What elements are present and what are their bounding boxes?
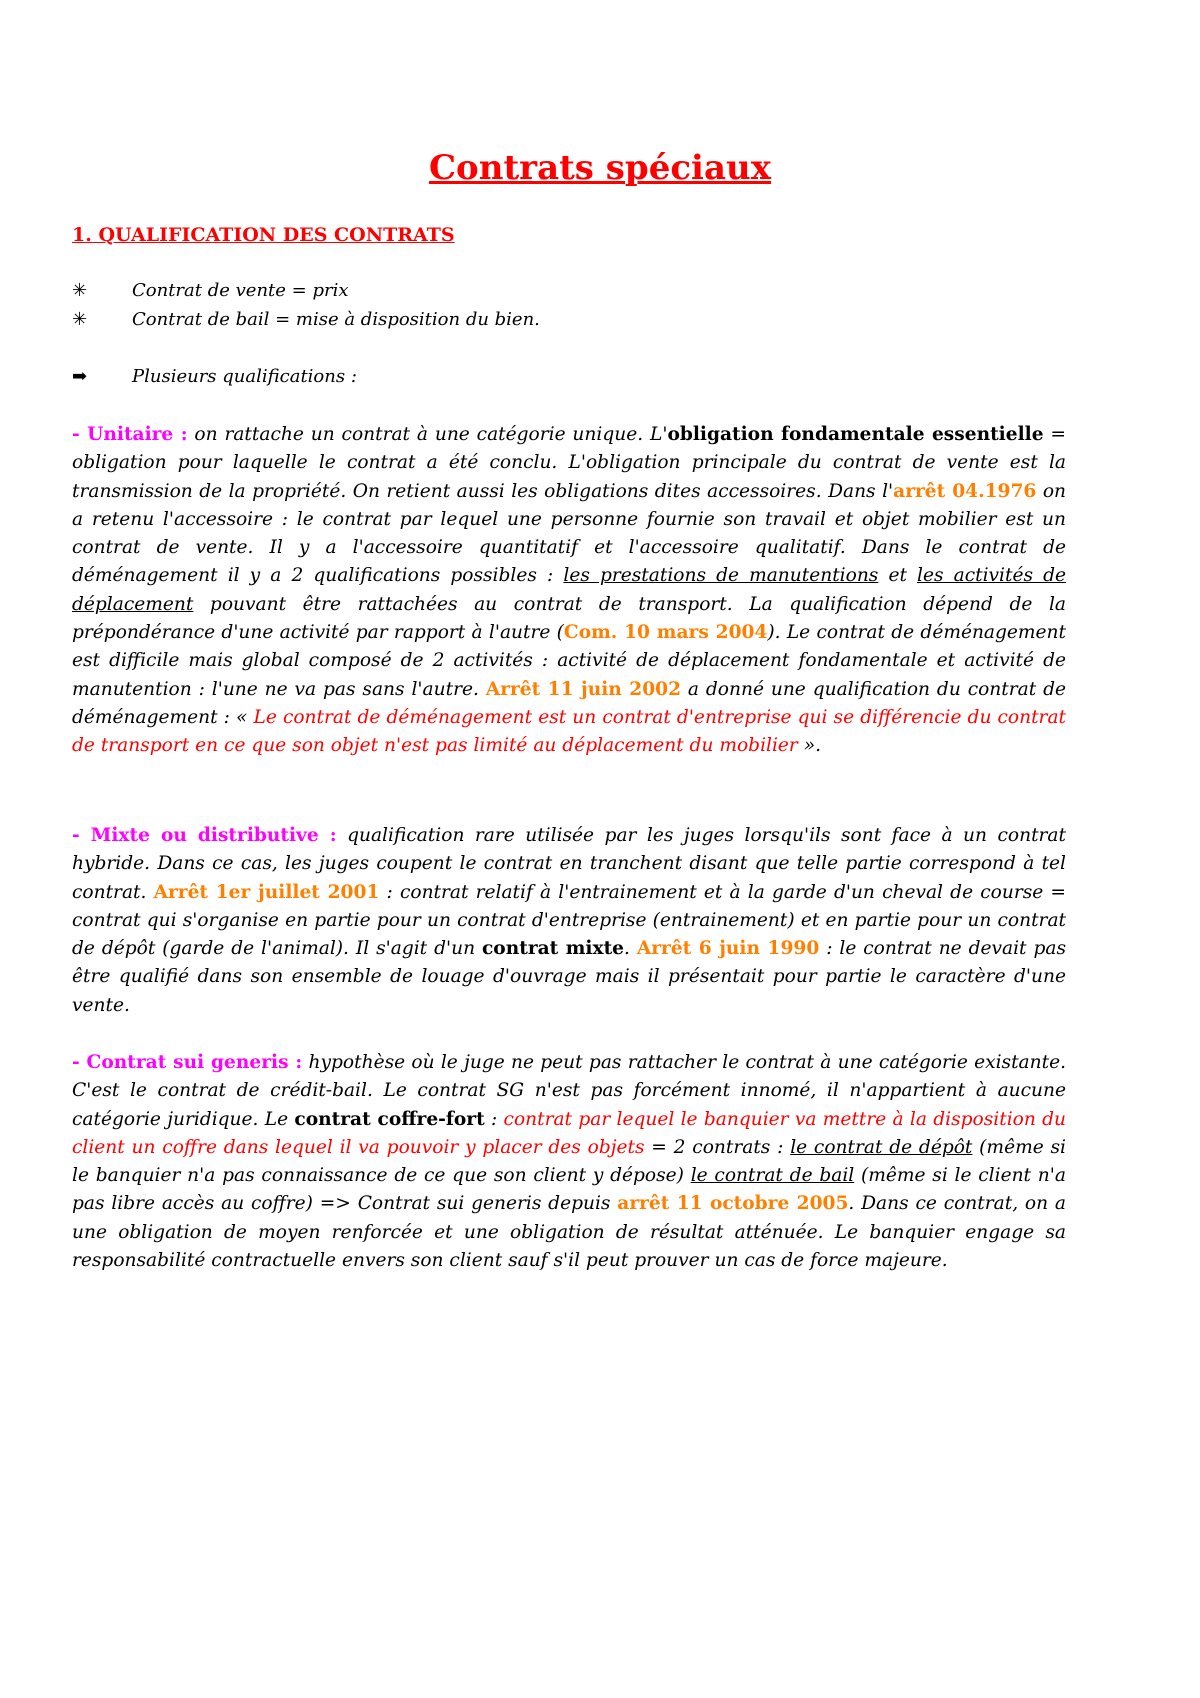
- text: pouvant être rattachées au contrat de transport. La qualification dépend de la prépondérance d'une activité par rapport à l'autre (: [72, 593, 1066, 644]
- text: :: [484, 1108, 504, 1130]
- text: = obligation pour laquelle le contrat a été conclu. L'obligation principale du contrat de vente est la transmission de la propriété. On retient aussi les obligations dites accessoires. Dans l': [72, 424, 1066, 502]
- text: : contrat relatif à l'entrainement et à la garde d'un cheval de course = contrat qui s'organise en partie pour un contrat d'entreprise (entrainement) et en partie pour un contrat de dépôt (garde de l'animal). Il s'agit d'un: [72, 881, 1066, 960]
- bold-term: obligation fondamentale essentielle: [667, 424, 1044, 445]
- paragraph-unitaire: [72, 421, 1066, 761]
- quote-text: contrat par lequel le banquier va mettre à la disposition du client un coffre dans lequel il va pouvoir y placer des objets: [72, 1108, 1066, 1158]
- paragraph-sui-generis: [72, 1049, 1066, 1275]
- bold-term: contrat mixte: [481, 938, 624, 960]
- underlined-term: les activités de déplacement: [72, 565, 1066, 615]
- arrow-right-icon: ➡: [72, 366, 88, 387]
- case-reference: Arrêt 1er juillet 2001: [153, 881, 380, 903]
- text: hypothèse où le juge ne peut pas rattacher le contrat à une catégorie existante. C'est le contrat de crédit-bail. Le contrat SG n'est pas forcément innomé, il n'appartient à aucune catégorie juridique. Le: [72, 1052, 1066, 1130]
- text: ). Le contrat de déménagement est difficile mais global composé de 2 activités : activité de déplacement fondamentale et activité de manutention : l'une ne va pas sans l'autre.: [72, 622, 1067, 700]
- text: qualification rare utilisée par les juges lorsqu'ils sont face à un contrat hybride. Dans ce cas, les juges coupent le contrat en tranchent disant que telle partie correspond à tel contrat.: [72, 825, 1066, 903]
- bullet-item: [72, 278, 348, 304]
- label-sui-generis: - Contrat sui generis :: [72, 1052, 303, 1073]
- case-reference: Arrêt 6 juin 1990: [636, 938, 820, 960]
- case-reference: Com. 10 mars 2004: [563, 622, 768, 644]
- text: on rattache un contrat à une catégorie unique. L': [187, 424, 668, 445]
- text: (même si le client n'a pas libre accès au coffre) => Contrat sui generis depuis: [72, 1165, 1066, 1215]
- text: et: [878, 565, 918, 587]
- bold-term: contrat coffre-fort: [294, 1108, 485, 1130]
- asterisk-icon: ✳: [72, 309, 88, 330]
- underlined-term: le contrat de bail: [690, 1165, 855, 1187]
- bullet-text: Contrat de vente = prix: [132, 280, 349, 301]
- text: = 2 contrats :: [644, 1136, 791, 1158]
- label-mixte: - Mixte ou distributive :: [72, 825, 337, 846]
- asterisk-icon: ✳: [72, 280, 88, 301]
- paragraph-mixte: [72, 822, 1066, 1020]
- arrow-item: [72, 364, 357, 390]
- page-title: Contrats spéciaux: [429, 148, 771, 188]
- label-unitaire: - Unitaire :: [72, 424, 188, 445]
- text: on a retenu l'accessoire : le contrat par lequel une personne fournie son travail et objet mobilier est un contrat de vente. Il y a l'accessoire quantitatif et l'accessoire qualitatif. Dans le contrat de déménagement il y a 2 qualifications possibles :: [72, 480, 1066, 587]
- text: ».: [797, 735, 822, 757]
- text: a donné une qualification du contrat de déménagement : «: [72, 678, 1066, 728]
- underlined-term: les prestations de manutentions: [563, 565, 879, 587]
- arrow-item-text: Plusieurs qualifications :: [132, 366, 357, 387]
- bullet-item: [72, 307, 540, 333]
- underlined-term: le contrat de dépôt: [790, 1136, 973, 1158]
- text: .: [623, 938, 637, 960]
- section-heading: 1. QUALIFICATION DES CONTRATS: [72, 224, 455, 246]
- case-reference: arrêt 11 octobre 2005: [617, 1193, 849, 1215]
- text: (même si le banquier n'a pas connaissance de ce que son client y dépose): [72, 1136, 1066, 1187]
- case-reference: arrêt 04.1976: [893, 480, 1037, 502]
- text: . Dans ce contrat, on a une obligation de moyen renforcée et une obligation de résultat atténuée. Le banquier engage sa responsabilité contractuelle envers son client sauf s'il peut prouver un cas de force majeure.: [72, 1193, 1066, 1272]
- case-reference: Arrêt 11 juin 2002: [485, 678, 682, 700]
- bullet-text: Contrat de bail = mise à disposition du bien.: [132, 309, 540, 330]
- text: : le contrat ne devait pas être qualifié dans son ensemble de louage d'ouvrage mais il présentait pour partie le caractère d'une vente.: [72, 938, 1066, 1016]
- quote-text: Le contrat de déménagement est un contrat d'entreprise qui se différencie du contrat de transport en ce que son objet n'est pas limité au déplacement du mobilier: [72, 706, 1067, 757]
